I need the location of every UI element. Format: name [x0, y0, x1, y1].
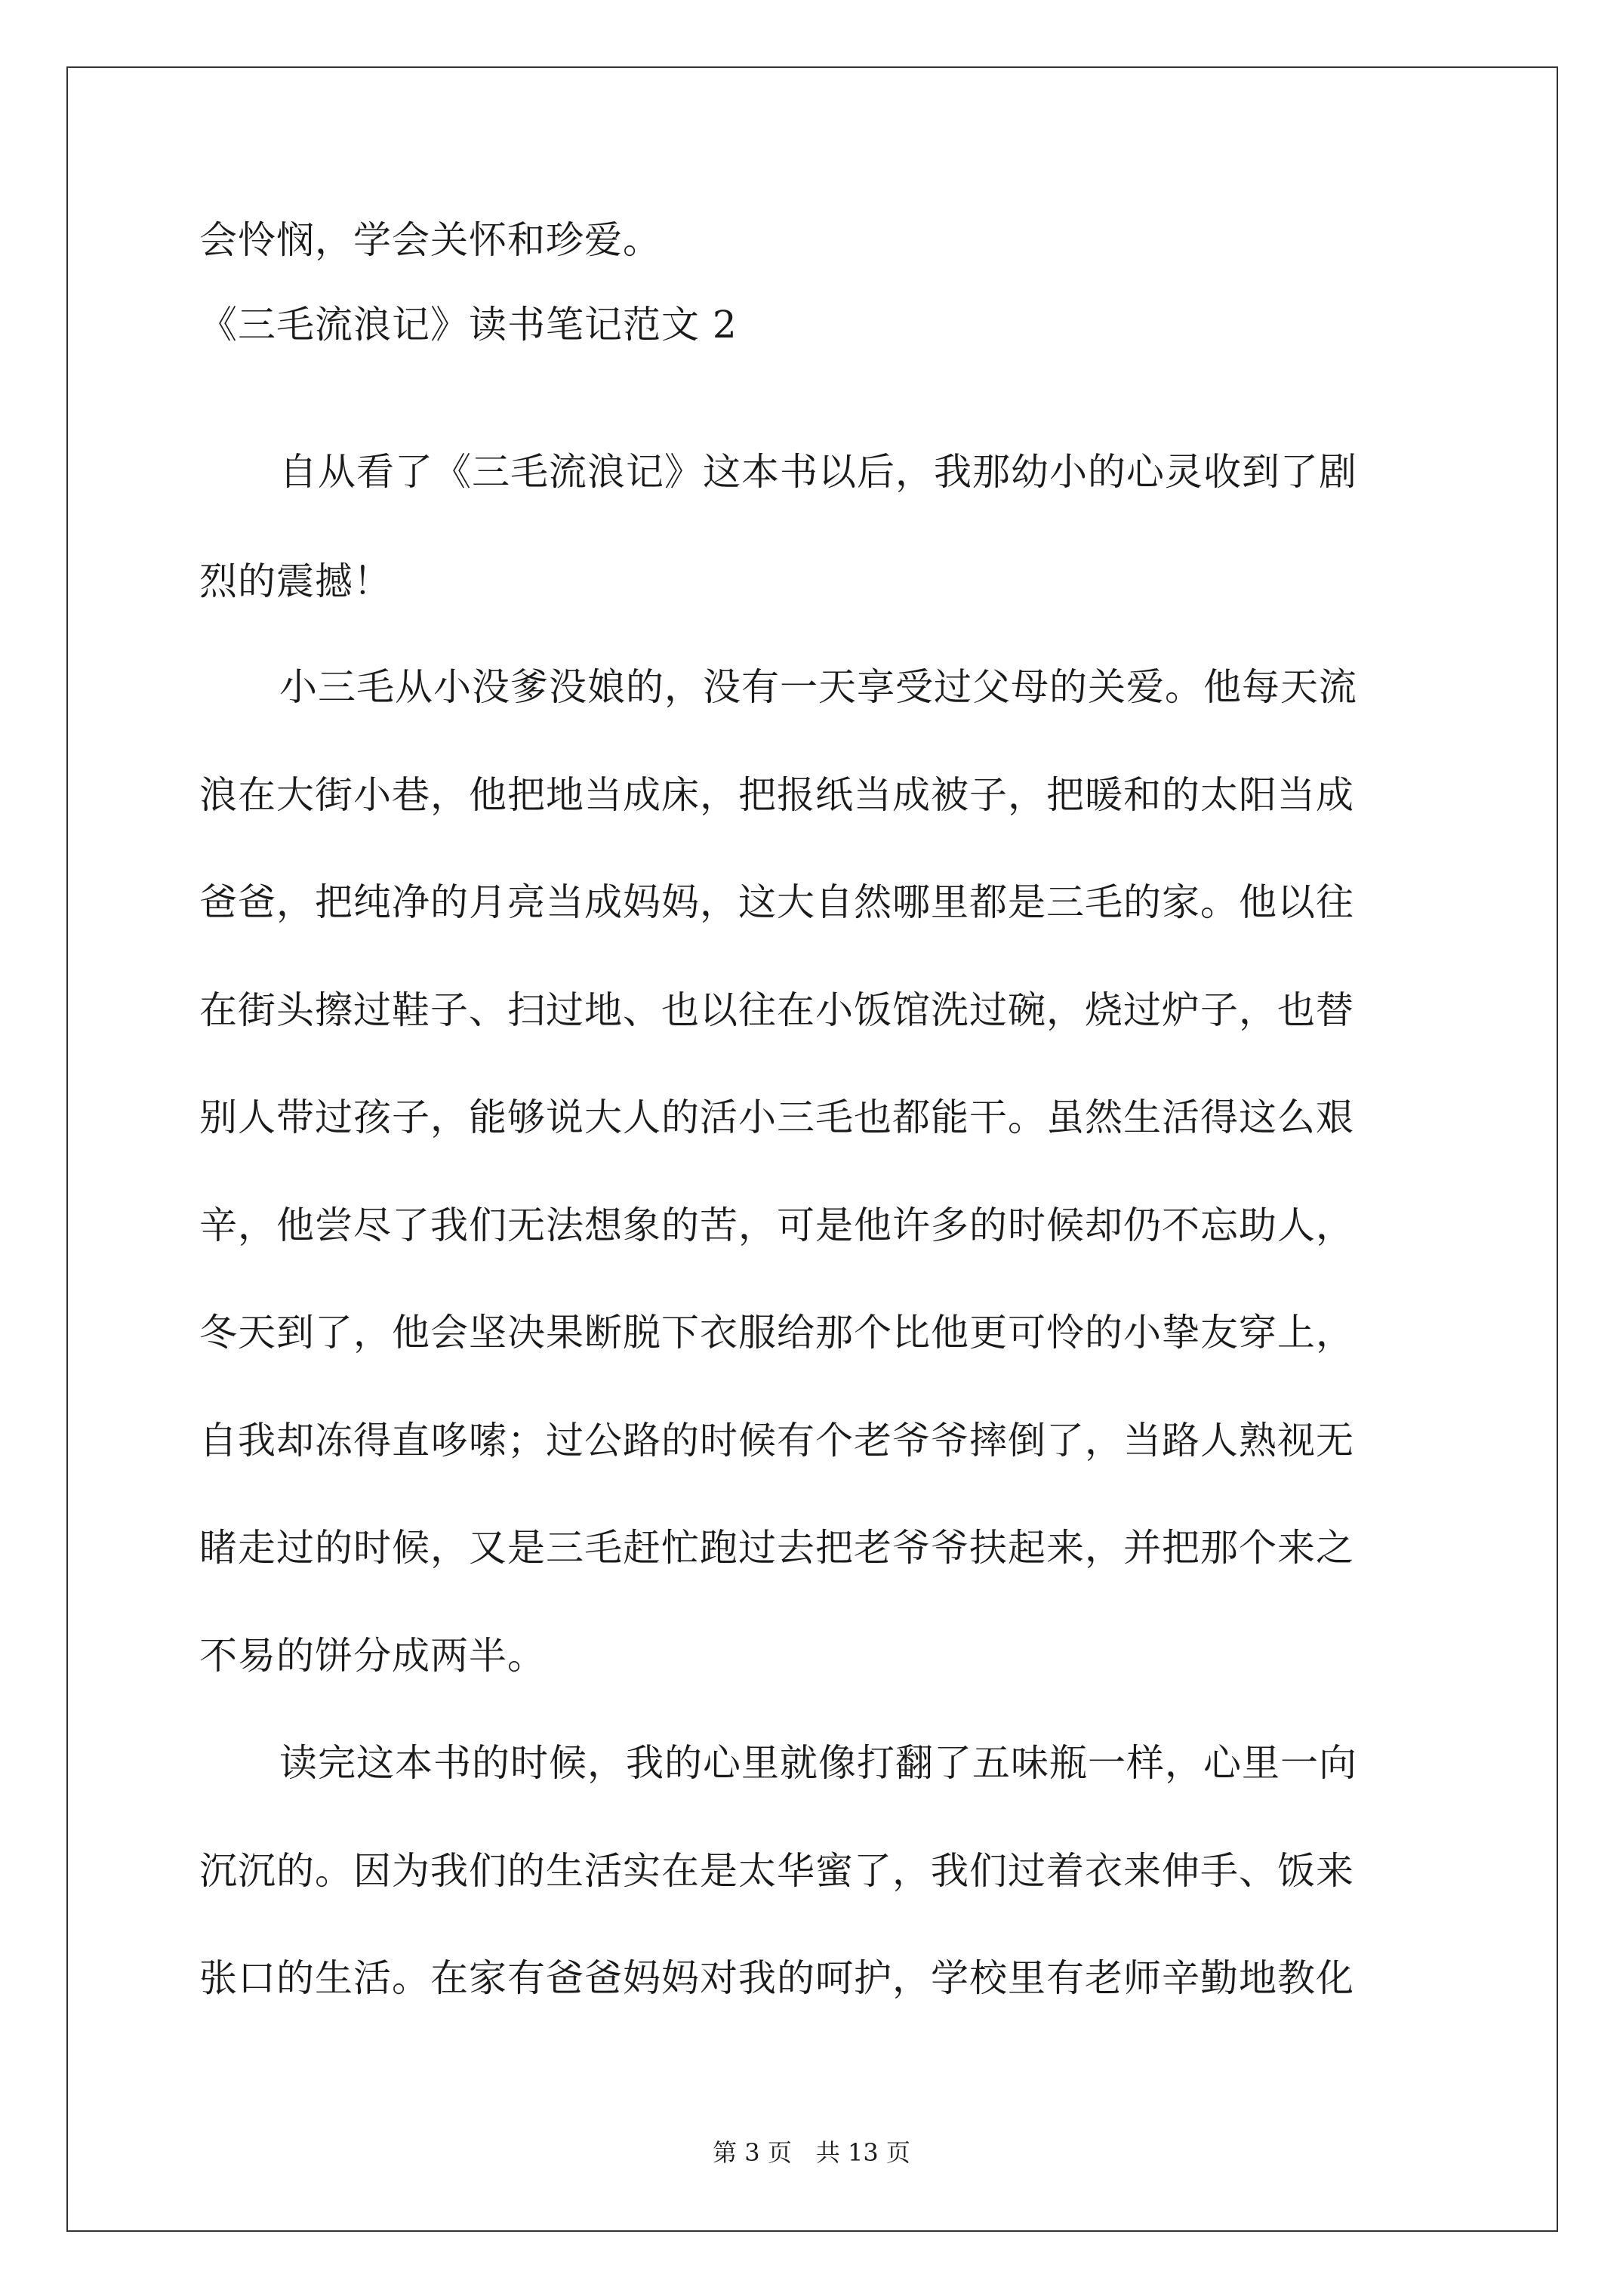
- paragraph-3-line-3: 张口的生活。在家有爸爸妈妈对我的呵护，学校里有老师辛勤地教化: [199, 1956, 1354, 2000]
- paragraph-3-line-2: 沉沉的。因为我们的生活实在是太华蜜了，我们过着衣来伸手、饭来: [199, 1849, 1354, 1893]
- paragraph-2-line-1: 小三毛从小没爹没娘的，没有一天享受过父母的关爱。他每天流: [279, 665, 1357, 709]
- paragraph-2-line-5: 别人带过孩子，能够说大人的活小三毛也都能干。虽然生活得这么艰: [199, 1096, 1354, 1139]
- paragraph-2-line-7: 冬天到了，他会坚决果断脱下衣服给那个比他更可怜的小挚友穿上，: [199, 1311, 1354, 1354]
- page-number-footer: 第 3 页 共 13 页: [713, 2138, 910, 2167]
- text-line-continuation: 会怜悯，学会关怀和珍爱。: [199, 218, 661, 262]
- paragraph-2-line-6: 辛，他尝尽了我们无法想象的苦，可是他许多的时候却仍不忘助人，: [199, 1203, 1354, 1247]
- paragraph-2-line-2: 浪在大街小巷，他把地当成床，把报纸当成被子，把暖和的太阳当成: [199, 773, 1354, 817]
- section-heading: 《三毛流浪记》读书笔记范文 2: [199, 303, 738, 347]
- page-border: [66, 66, 1558, 2232]
- paragraph-3-line-1: 读完这本书的时候，我的心里就像打翻了五味瓶一样，心里一向: [279, 1741, 1357, 1785]
- paragraph-1-line-2: 烈的震撼！: [199, 559, 392, 603]
- paragraph-2-line-4: 在街头擦过鞋子、扫过地、也以往在小饭馆洗过碗，烧过炉子，也替: [199, 988, 1354, 1032]
- paragraph-1-line-1: 自从看了《三毛流浪记》这本书以后，我那幼小的心灵收到了剧: [279, 450, 1357, 494]
- paragraph-2-line-10: 不易的饼分成两半。: [199, 1634, 546, 1678]
- paragraph-2-line-8: 自我却冻得直哆嗦；过公路的时候有个老爷爷摔倒了，当路人熟视无: [199, 1419, 1354, 1462]
- paragraph-2-line-3: 爸爸，把纯净的月亮当成妈妈，这大自然哪里都是三毛的家。他以往: [199, 880, 1354, 924]
- paragraph-2-line-9: 睹走过的时候，又是三毛赶忙跑过去把老爷爷扶起来，并把那个来之: [199, 1526, 1354, 1570]
